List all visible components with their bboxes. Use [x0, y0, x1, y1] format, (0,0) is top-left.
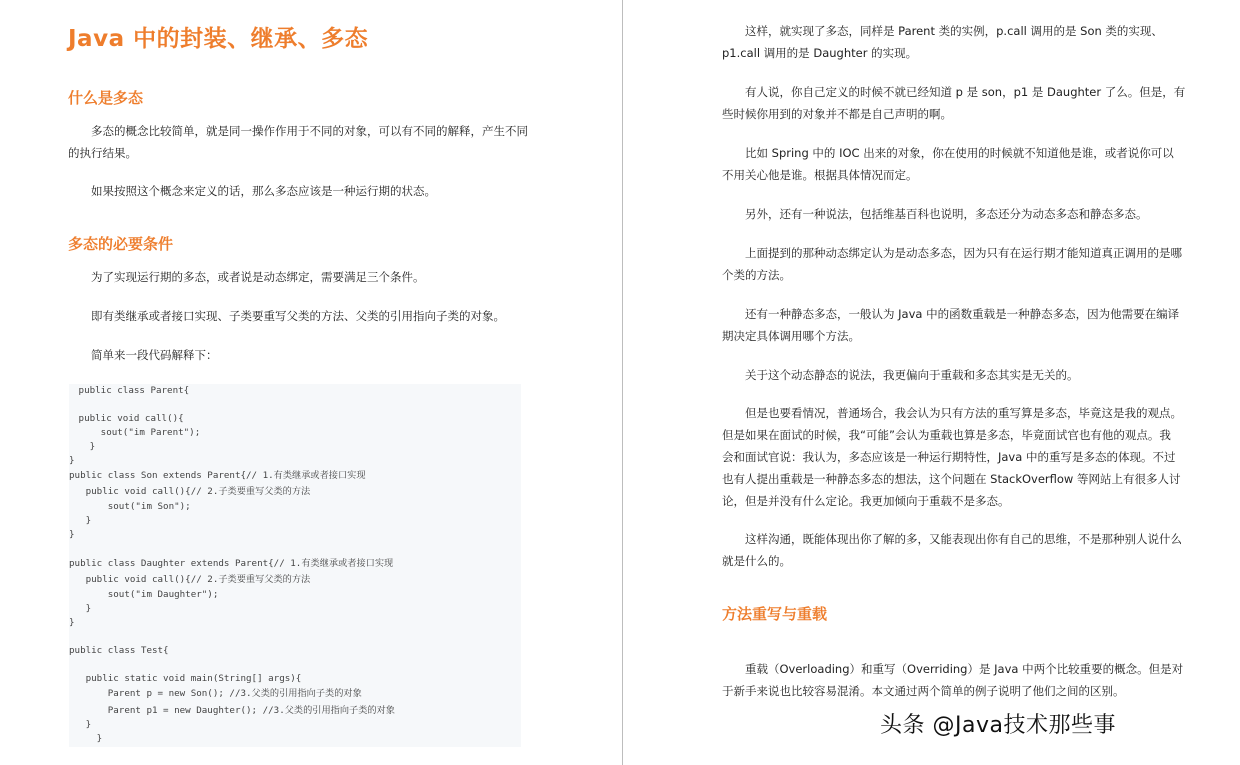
paragraph-text: 重载（Overloading）和重写（Overriding）是 Java 中两个比较重要的概念。但是对 — [745, 662, 1184, 676]
code-line: public class Parent{ — [73, 385, 190, 396]
code-line: Parent p = new Son(); //3.父类的引用指向子类的对象 — [69, 688, 362, 699]
code-line: sout("im Daughter"); — [69, 589, 219, 600]
paragraph-text: 简单来一段代码解释下： — [91, 348, 218, 362]
paragraph-text: 些时候你用到的对象并不都是自己声明的啊。 — [722, 107, 952, 121]
document-title: Java 中的封装、继承、多态 — [68, 26, 369, 52]
code-line: } — [69, 719, 92, 730]
right-page — [625, 0, 1240, 765]
code-line: } — [69, 515, 92, 526]
code-line: sout("im Son"); — [69, 501, 191, 512]
paragraph-text: 于新手来说也比较容易混淆。本文通过两个简单的例子说明了他们之间的区别。 — [722, 684, 1125, 698]
paragraph-text: 如果按照这个概念来定义的话，那么多态应该是一种运行期的状态。 — [91, 184, 436, 198]
page-divider — [622, 0, 623, 765]
paragraph-text: 但是也要看情况，普通场合，我会认为只有方法的重写算是多态，毕竟这是我的观点。 — [745, 406, 1182, 420]
paragraph-text: 会和面试官说：我认为，多态应该是一种运行期特性，Java 中的重写是多态的体现。不过 — [722, 450, 1176, 464]
paragraph-text: 期决定具体调用哪个方法。 — [722, 329, 860, 343]
code-line: public void call(){ — [73, 413, 184, 424]
paragraph-text: 也有人提出重载是一种静态多态的想法，这个问题在 StackOverflow 等网站上有很多人讨 — [722, 472, 1181, 486]
code-line: Parent p1 = new Daughter(); //3.父类的引用指向子类的对象 — [69, 705, 395, 716]
paragraph-text: 论，但是并没有什么定论。我更加倾向于重载不是多态。 — [722, 494, 1010, 508]
paragraph-text: 这样沟通，既能体现出你了解的多，又能表现出你有自己的思维，不是那种别人说什么 — [745, 532, 1182, 546]
code-line: public class Son extends Parent{// 1.有类继承或者接口实现 — [69, 470, 366, 481]
code-line: } — [69, 529, 75, 540]
code-line: } — [73, 441, 96, 452]
code-line: } — [69, 603, 92, 614]
heading-override-overload: 方法重写与重载 — [722, 605, 828, 623]
code-line: public static void main(String[] args){ — [69, 673, 302, 684]
code-line: } — [69, 455, 75, 466]
heading-what-is-polymorphism: 什么是多态 — [68, 89, 144, 107]
paragraph-text: 不用关心他是谁。根据具体情况而定。 — [722, 168, 918, 182]
paragraph-text: 但是如果在面试的时候，我“可能”会认为重载也算是多态，毕竟面试官也有他的观点。我 — [722, 428, 1171, 442]
paragraph-text: p1.call 调用的是 Daughter 的实现。 — [722, 46, 918, 60]
paragraph-text: 有人说，你自己定义的时候不就已经知道 p 是 son，p1 是 Daughter 了么。但是，有 — [745, 85, 1186, 99]
code-block — [69, 384, 521, 747]
paragraph-text: 上面提到的那种动态绑定认为是动态多态，因为只有在运行期才能知道真正调用的是哪 — [745, 246, 1182, 260]
paragraph-text: 就是什么的。 — [722, 554, 791, 568]
paragraph-text: 另外，还有一种说法，包括维基百科也说明，多态还分为动态多态和静态多态。 — [745, 207, 1148, 221]
paragraph-text: 的执行结果。 — [68, 146, 137, 160]
paragraph-text: 即有类继承或者接口实现、子类要重写父类的方法、父类的引用指向子类的对象。 — [91, 309, 505, 323]
heading-necessary-conditions: 多态的必要条件 — [68, 235, 174, 253]
code-line: public void call(){// 2.子类要重写父类的方法 — [69, 486, 311, 497]
watermark: 头条 @Java技术那些事 — [880, 713, 1116, 738]
paragraph-text: 为了实现运行期的多态，或者说是动态绑定，需要满足三个条件。 — [91, 270, 425, 284]
paragraph-text: 这样，就实现了多态，同样是 Parent 类的实例，p.call 调用的是 Son 类的实现、 — [745, 24, 1163, 38]
code-line: sout("im Parent"); — [73, 427, 201, 438]
code-line: } — [69, 733, 103, 744]
code-line: public void call(){// 2.子类要重写父类的方法 — [69, 574, 311, 585]
paragraph-text: 比如 Spring 中的 IOC 出来的对象，你在使用的时候就不知道他是谁，或者说你可以 — [745, 146, 1174, 160]
paragraph-text: 关于这个动态静态的说法，我更偏向于重载和多态其实是无关的。 — [745, 368, 1079, 382]
paragraph-text: 还有一种静态多态，一般认为 Java 中的函数重载是一种静态多态，因为他需要在编译 — [745, 307, 1180, 321]
code-line: public class Daughter extends Parent{// 1.有类继承或者接口实现 — [69, 558, 394, 569]
paragraph-text: 个类的方法。 — [722, 268, 791, 282]
paragraph-text: 多态的概念比较简单，就是同一操作作用于不同的对象，可以有不同的解释，产生不同 — [91, 124, 528, 138]
code-line: public class Test{ — [69, 645, 169, 656]
code-line: } — [69, 617, 75, 628]
